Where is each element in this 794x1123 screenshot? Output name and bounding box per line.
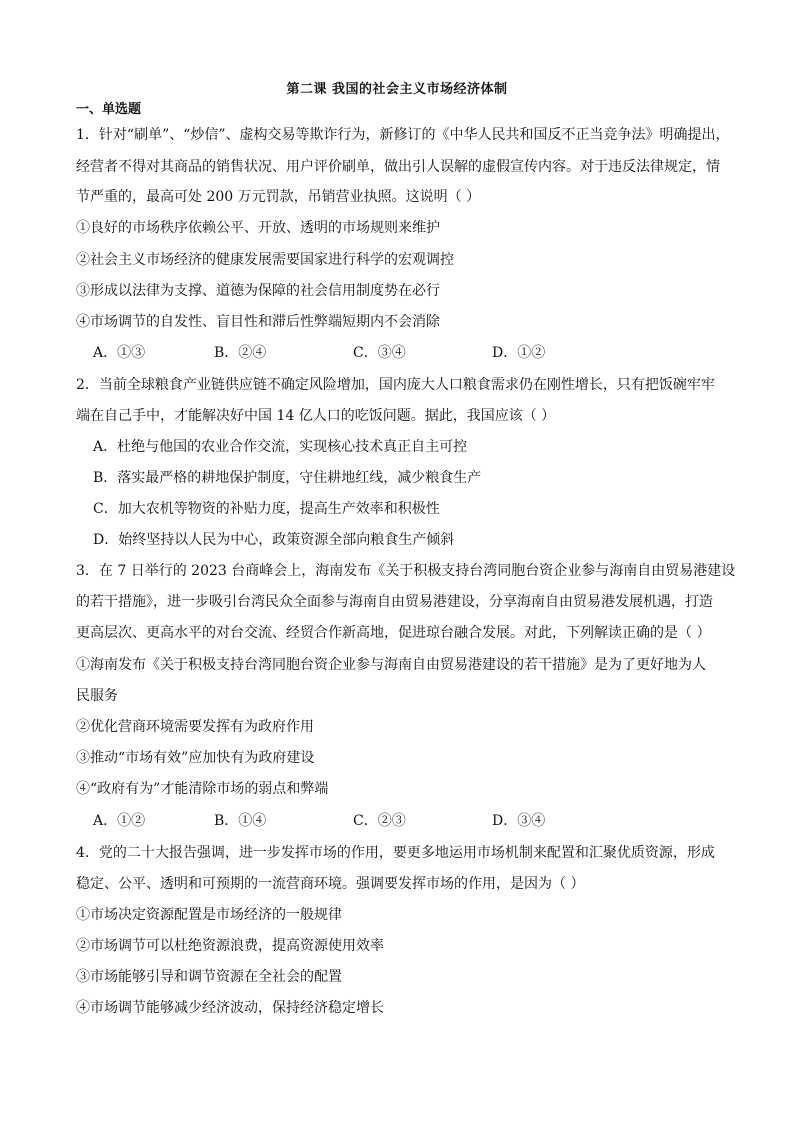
q2-stem-line-1: 2．当前全球粮食产业链供应链不确定风险增加，国内庞大人口粮食需求仍在刚性增长，只有把饭碗牢牢	[76, 377, 715, 393]
q4-stem-line-2: 稳定、公平、透明和可预期的一流营商环境。强调要发挥市场的作用，是因为（ ）	[76, 876, 585, 892]
q2-stem-line-2: 端在自己手中，才能解决好中国 14 亿人口的吃饭问题。据此，我国应该（ ）	[76, 408, 556, 424]
section-heading: 一、单选题	[76, 102, 142, 117]
q3-option-b: B．①④	[214, 813, 267, 829]
page-title: 第二课 我国的社会主义市场经济体制	[286, 82, 508, 97]
q3-stem-line-1: 3．在 7 日举行的 2023 台商峰会上，海南发布《关于积极支持台湾同胞台资企业参与海南自由贸易港建设	[76, 563, 736, 579]
q4-statement-1: ①市场决定资源配置是市场经济的一般规律	[76, 907, 342, 923]
q2-option-b: B．落实最严格的耕地保护制度，守住耕地红线，减少粮食生产	[93, 470, 482, 486]
q3-stem-line-2: 的若干措施》，进一步吸引台湾民众全面参与海南自由贸易港建设，分享海南自由贸易港发展机遇，打造	[76, 594, 713, 610]
q4-statement-2: ②市场调节可以杜绝资源浪费，提高资源使用效率	[76, 938, 384, 954]
q4-stem-line-1: 4．党的二十大报告强调，进一步发挥市场的作用，要更多地运用市场机制来配置和汇聚优质资源，形成	[76, 845, 715, 861]
q1-stem-line-2: 经营者不得对其商品的销售状况、用户评价刷单，做出引人误解的虚假宣传内容。对于违反法律规定，情	[76, 159, 720, 175]
q4-statement-4: ④市场调节能够减少经济波动，保持经济稳定增长	[76, 1000, 384, 1016]
q2-option-c: C．加大农机等物资的补贴力度，提高生产效率和积极性	[93, 501, 440, 517]
q3-statement-1-line-1: ①海南发布《关于积极支持台湾同胞台资企业参与海南自由贸易港建设的若干措施》是为了更好地为人	[76, 657, 706, 673]
q1-option-a: A．①③	[93, 345, 146, 361]
q3-statement-4: ④“政府有为”才能清除市场的弱点和弊端	[76, 781, 329, 797]
q2-option-a: A．杜绝与他国的农业合作交流，实现核心技术真正自主可控	[93, 439, 468, 455]
q1-option-c: C．③④	[353, 345, 406, 361]
q2-option-d: D．始终坚持以人民为中心，政策资源全部向粮食生产倾斜	[93, 532, 455, 548]
q1-stem-line-3: 节严重的，最高可处 200 万元罚款，吊销营业执照。这说明（ ）	[76, 189, 481, 205]
q1-option-d: D．①②	[492, 345, 546, 361]
q4-statement-3: ③市场能够引导和调节资源在全社会的配置	[76, 969, 342, 985]
q1-option-b: B．②④	[214, 345, 267, 361]
q1-stem-line-1: 1．针对“刷单”、“炒信”、虚构交易等欺诈行为，新修订的《中华人民共和国反不正当竞争法》明确提出，	[76, 127, 730, 143]
q3-option-d: D．③④	[492, 813, 546, 829]
q1-statement-4: ④市场调节的自发性、盲目性和滞后性弊端短期内不会消除	[76, 314, 440, 330]
q3-statement-1-line-2: 民服务	[76, 688, 118, 704]
q3-stem-line-3: 更高层次、更高水平的对台交流、经贸合作新高地，促进琼台融合发展。对此，下列解读正确的是（ ）	[76, 625, 711, 641]
q1-statement-1: ①良好的市场秩序依赖公平、开放、透明的市场规则来维护	[76, 220, 440, 236]
q3-statement-2: ②优化营商环境需要发挥有为政府作用	[76, 719, 314, 735]
q3-option-c: C．②③	[353, 813, 406, 829]
q1-statement-3: ③形成以法律为支撑、道德为保障的社会信用制度势在必行	[76, 283, 440, 299]
q1-statement-2: ②社会主义市场经济的健康发展需要国家进行科学的宏观调控	[76, 252, 454, 268]
q3-statement-3: ③推动“市场有效”应加快有为政府建设	[76, 750, 315, 766]
q3-option-a: A．①②	[93, 813, 146, 829]
